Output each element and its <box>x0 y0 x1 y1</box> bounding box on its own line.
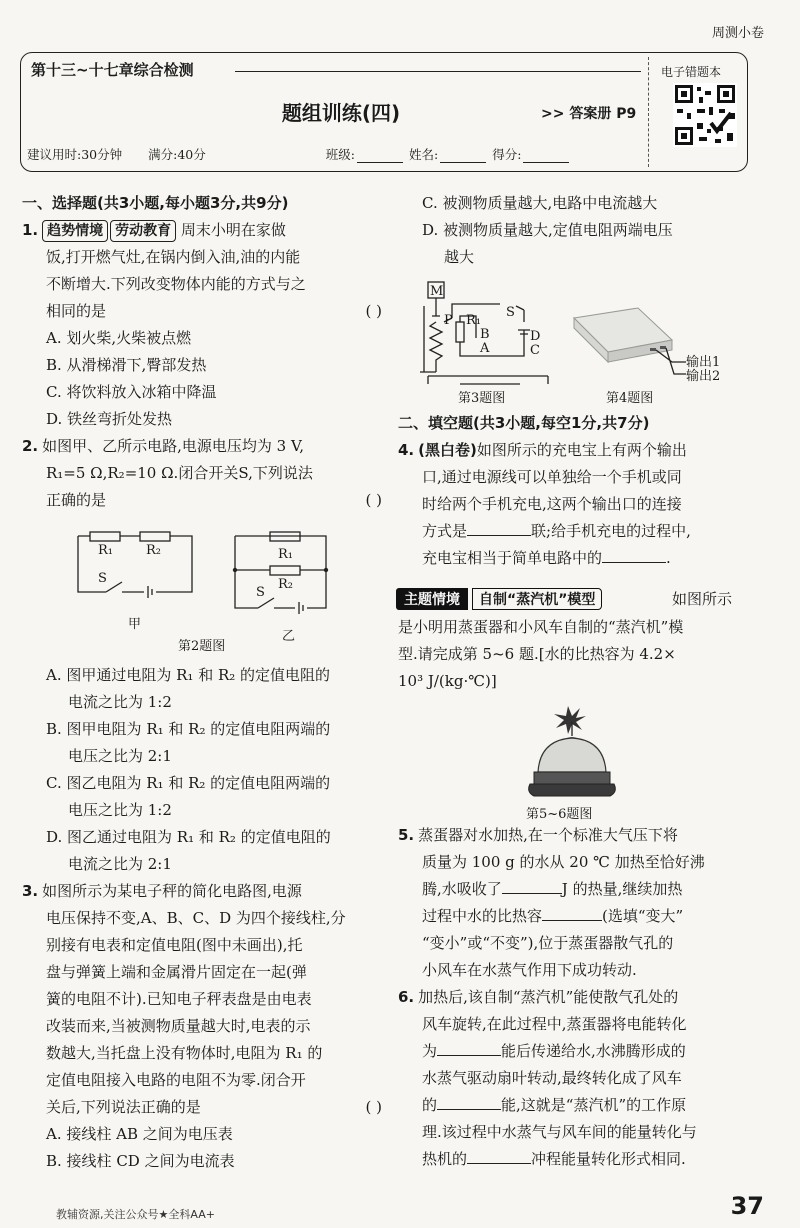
q3-label-d: D <box>530 329 541 344</box>
q6-line-6: 理.该过程中水蒸气与风车间的能量转化与 <box>422 1123 697 1141</box>
q3-label-b: B <box>480 327 490 342</box>
header-separator <box>648 57 649 167</box>
q1-stem-d-row <box>22 298 382 325</box>
page-title: 题组训练(四) <box>281 101 401 125</box>
q4-output-2: 输出2 <box>686 369 721 384</box>
theme-line-4: 10³ J/(kg·℃)] <box>398 672 497 690</box>
footer-note: 教辅资源,关注公众号★全科AA+ <box>56 1208 215 1221</box>
header-rule <box>235 71 641 72</box>
q1-option-b: B. 从滑梯滑下,臀部发热 <box>46 356 207 374</box>
q4-blank-1[interactable] <box>467 535 531 536</box>
q2-right-r2 <box>270 566 300 575</box>
q6-blank-1[interactable] <box>437 1055 501 1056</box>
q2-stem-c: 正确的是 <box>46 491 107 509</box>
q3-line-3: 别接有电表和定值电阻(图中未画出),托 <box>46 936 303 954</box>
q3-option-b: B. 接线柱 CD 之间为电流表 <box>46 1152 235 1170</box>
q2-option-a: A. 图甲通过电阻为 R₁ 和 R₂ 的定值电阻的 <box>46 666 331 684</box>
q1-option-a: A. 划火柴,火柴被点燃 <box>46 329 192 347</box>
answer-reference: >> 答案册 P9 <box>541 106 637 122</box>
q2-option-c: C. 图乙电阻为 R₁ 和 R₂ 的定值电阻两端的 <box>46 774 331 792</box>
top-tag: 周测小卷 <box>711 26 764 41</box>
q3-label-c: C <box>530 343 540 358</box>
q2-fig-label-jia: 甲 <box>128 617 142 632</box>
q1-stem-c: 不断增大.下列改变物体内能的方式与之 <box>46 275 306 293</box>
q4-fig-caption: 第4题图 <box>606 391 654 406</box>
score-total: 满分:40分 <box>148 147 206 162</box>
q2-option-d-cont: 电流之比为 2:1 <box>68 855 172 873</box>
q2-option-a-cont: 电流之比为 1:2 <box>68 693 172 711</box>
q6-line-5a: 的 <box>422 1096 438 1114</box>
q4-line-2: 口,通过电源线可以单独给一个手机或同 <box>422 468 682 486</box>
q4-line-5a: 充电宝相当于简单电路中的 <box>422 549 603 567</box>
q4-line-4 <box>398 518 758 545</box>
q1-answer-paren[interactable]: ( ) <box>365 302 382 320</box>
q3-line-4: 盘与弹簧上端和金属滑片固定在一起(弹 <box>46 963 307 981</box>
right-column-mid <box>398 410 758 572</box>
q6-line-5 <box>398 1092 758 1119</box>
q5-blank-2[interactable] <box>542 920 602 921</box>
q4-line-1: 如图所示的充电宝上有两个输出 <box>476 441 687 459</box>
q3-label-r1: R₁ <box>466 313 481 328</box>
q2-left-r2-label: R₂ <box>146 543 161 558</box>
page-number: 37 <box>730 1192 764 1220</box>
left-column-bottom <box>22 662 382 1175</box>
q5-line-4 <box>398 903 758 930</box>
section-2-heading: 二、填空题(共3小题,每空1分,共7分) <box>398 414 650 432</box>
theme-badge-title: 自制“蒸汽机”模型 <box>472 588 602 610</box>
q2-number: 2. <box>22 437 39 455</box>
q6-blank-3[interactable] <box>467 1163 531 1164</box>
q2-stem-a: 如图甲、乙所示电路,电源电压均为 3 V, <box>42 437 304 455</box>
q3-option-a: A. 接线柱 AB 之间为电压表 <box>46 1125 233 1143</box>
qr-label: 电子错题本 <box>661 65 722 79</box>
q3-option-c: C. 被测物质量越大,电路中电流越大 <box>422 194 658 212</box>
q3-line-9: 关后,下列说法正确的是 <box>46 1098 201 1116</box>
time-label: 建议用时:30分钟 <box>27 147 123 162</box>
q2-left-r1-label: R₁ <box>98 543 113 558</box>
q4-line-3: 时给两个手机充电,这两个输出口的连接 <box>422 495 682 513</box>
q3-line-7: 数越大,当托盘上没有物体时,电阻为 R₁ 的 <box>46 1044 323 1062</box>
q3-label-s: S <box>506 305 515 320</box>
q6-line-7a: 热机的 <box>422 1150 468 1168</box>
q1-stem-d: 相同的是 <box>46 302 107 320</box>
q1-option-d: D. 铁丝弯折处发热 <box>46 410 173 428</box>
q2-option-d: D. 图乙通过电阻为 R₁ 和 R₂ 的定值电阻的 <box>46 828 331 846</box>
q6-line-2: 风车旋转,在此过程中,蒸蛋器将电能转化 <box>422 1015 687 1033</box>
theme-line-1: 如图所示 <box>672 590 733 608</box>
q5-line-1: 蒸蛋器对水加热,在一个标准大气压下将 <box>418 826 678 844</box>
steam-fig-caption: 第5~6题图 <box>526 807 593 822</box>
qr-code-icon[interactable] <box>673 83 737 147</box>
q6-line-4: 水蒸气驱动扇叶转动,最终转化成了风车 <box>422 1069 682 1087</box>
q3-r1 <box>456 322 464 342</box>
q3-line-8: 定值电阻接入电路的电阻不为零.闭合开 <box>46 1071 306 1089</box>
q3-option-d-cont: 越大 <box>444 248 475 266</box>
question-3 <box>22 878 382 905</box>
question-2 <box>22 433 382 460</box>
theme-line-3: 型.请完成第 5~6 题.[水的比热容为 4.2× <box>398 645 676 663</box>
q5-blank-1[interactable] <box>502 893 562 894</box>
q1-badge-trend: 趋势情境 <box>42 220 108 242</box>
q4-line-5b: . <box>666 549 671 567</box>
q2-right-s-label: S <box>256 585 265 600</box>
q3-label-p: P <box>444 313 453 328</box>
question-1 <box>22 217 382 244</box>
q6-blank-2[interactable] <box>437 1109 501 1110</box>
q4-output-1: 输出1 <box>686 355 721 370</box>
q3-line-5: 簧的电阻不计).已知电子秤表盘是由电表 <box>46 990 312 1008</box>
q5-number: 5. <box>398 826 415 844</box>
steam-engine-figure <box>520 702 630 824</box>
q3-number: 3. <box>22 882 39 900</box>
q6-line-3 <box>398 1038 758 1065</box>
q6-line-3a: 为 <box>422 1042 438 1060</box>
question-6 <box>398 984 758 1011</box>
q2-right-r2-label: R₂ <box>278 577 293 592</box>
q3-line-2: 电压保持不变,A、B、C、D 为四个接线柱,分 <box>46 909 346 927</box>
q1-number: 1. <box>22 221 39 239</box>
q2-option-c-cont: 电压之比为 1:2 <box>68 801 172 819</box>
name-blank[interactable] <box>440 145 486 163</box>
right-column-bottom <box>398 822 758 1173</box>
theme-line-2: 是小明用蒸蛋器和小风车自制的“蒸汽机”模 <box>398 618 684 636</box>
q4-powerbank-figure <box>560 306 730 408</box>
q2-stem-b: R₁=5 Ω,R₂=10 Ω.闭合开关S,下列说法 <box>46 464 313 482</box>
header-info-row <box>27 145 647 163</box>
q2-left-s-label: S <box>98 571 107 586</box>
q2-circuit-figure <box>60 520 360 658</box>
q5-line-2: 质量为 100 g 的水从 20 ℃ 加热至恰好沸 <box>422 853 705 871</box>
theme-text <box>398 614 778 695</box>
q2-option-b-cont: 电压之比为 2:1 <box>68 747 172 765</box>
class-label: 班级: <box>325 147 355 162</box>
q3-line-6: 改装而来,当被测物质量越大时,电表的示 <box>46 1017 311 1035</box>
q6-line-1: 加热后,该自制“蒸汽机”能使散气孔处的 <box>418 988 679 1006</box>
left-column-top <box>22 190 382 514</box>
theme-badge-scene: 主题情境 <box>396 588 468 610</box>
q2-answer-paren[interactable]: ( ) <box>365 491 382 509</box>
q6-line-3b: 能后传递给水,水沸腾形成的 <box>501 1042 686 1060</box>
q6-line-7 <box>398 1146 758 1173</box>
q4-number: 4. <box>398 441 415 459</box>
q3-line-1: 如图所示为某电子秤的简化电路图,电源 <box>42 882 302 900</box>
q5-line-3a: 腾,水吸收了 <box>422 880 502 898</box>
q6-line-7b: 冲程能量转化形式相同. <box>531 1150 686 1168</box>
question-5 <box>398 822 758 849</box>
q2-fig-label-yi: 乙 <box>282 629 296 644</box>
question-4: 4. (黑白卷)如图所示的充电宝上有两个输出 <box>398 441 687 459</box>
q2-option-b: B. 图甲电阻为 R₁ 和 R₂ 的定值电阻两端的 <box>46 720 331 738</box>
q3-fig-caption: 第3题图 <box>458 391 506 406</box>
q2-left-r2 <box>140 532 170 541</box>
chapter-title: 第十三~十七章综合检测 <box>31 61 194 79</box>
q5-line-4a: 过程中水的比热容 <box>422 907 543 925</box>
q4-line-5 <box>398 545 758 572</box>
q2-stem-c-row <box>22 487 382 514</box>
pinwheel-icon <box>554 706 586 734</box>
theme-banner <box>396 588 692 610</box>
q1-badge-labor: 劳动教育 <box>110 220 176 242</box>
q5-line-6: 小风车在水蒸气作用下成功转动. <box>422 961 637 979</box>
q1-option-c: C. 将饮料放入冰箱中降温 <box>46 383 217 401</box>
score-blank[interactable] <box>523 145 569 163</box>
q6-line-5b: 能,这就是“蒸汽机”的工作原 <box>501 1096 687 1114</box>
q3-label-a: A <box>480 341 490 356</box>
q2-fig-caption: 第2题图 <box>178 639 226 654</box>
q1-stem-a: 周末小明在家做 <box>180 221 286 239</box>
q3-answer-paren[interactable]: ( ) <box>365 1098 382 1116</box>
q1-stem-b: 饭,打开燃气灶,在锅内倒入油,油的内能 <box>46 248 301 266</box>
q2-left-r1 <box>90 532 120 541</box>
section-1-heading: 一、选择题(共3小题,每小题3分,共9分) <box>22 194 289 212</box>
right-column-top <box>398 190 758 271</box>
q3-label-m: M <box>430 284 444 299</box>
q6-number: 6. <box>398 988 415 1006</box>
q3-line-9-row <box>22 1094 382 1121</box>
q4-badge: 黑白卷 <box>425 441 471 459</box>
q3-option-d: D. 被测物质量越大,定值电阻两端电压 <box>422 221 673 239</box>
header-box <box>20 52 748 172</box>
q5-line-3b: J 的热量,继续加热 <box>561 880 683 898</box>
q4-blank-2[interactable] <box>602 562 666 563</box>
q5-line-3 <box>398 876 758 903</box>
class-blank[interactable] <box>357 145 403 163</box>
q4-line-4a: 方式是 <box>422 522 468 540</box>
q5-line-4b: (选填“变大” <box>602 907 684 925</box>
name-label: 姓名: <box>408 147 439 162</box>
q3-scale-figure <box>420 276 550 408</box>
q5-line-5: “变小”或“不变”),位于蒸蛋器散气孔的 <box>422 934 674 952</box>
q2-right-r1-label: R₁ <box>278 547 293 562</box>
score-label: 得分: <box>492 147 522 162</box>
q4-line-4b: 联;给手机充电的过程中, <box>531 522 691 540</box>
